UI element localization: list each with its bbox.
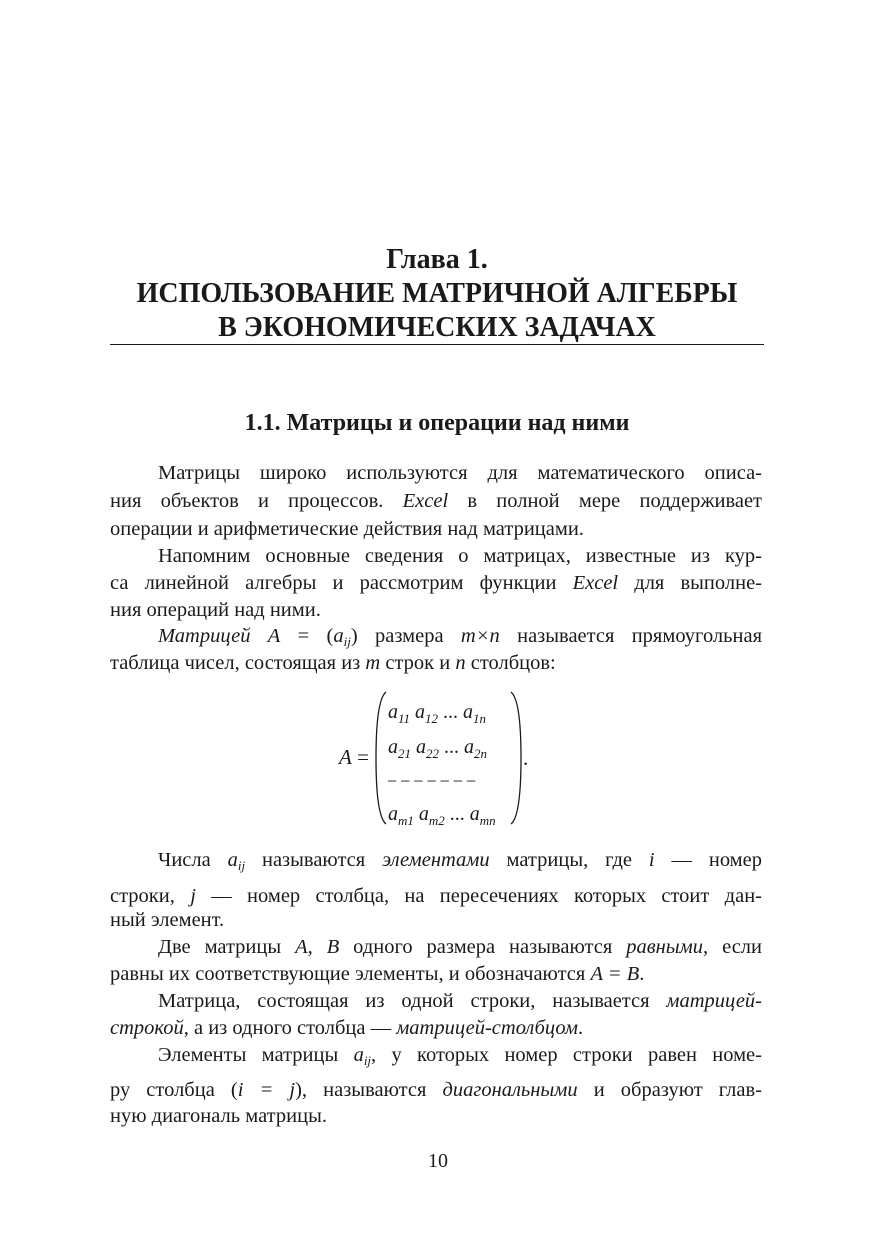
page-number: 10 bbox=[428, 1150, 448, 1172]
matrix-right-bracket bbox=[509, 690, 523, 826]
matrix-row-m: $a_{m1}$ $a_{m2}$ ... $a_{mn}$ bbox=[388, 803, 496, 828]
p6-line-2: строкой, а из одного столбца — матрицей-столбцом. bbox=[110, 1017, 584, 1039]
chapter-heading bbox=[110, 243, 764, 345]
chapter-title-line-1: ИСПОЛЬЗОВАНИЕ МАТРИЧНОЙ АЛГЕБРЫ bbox=[136, 278, 738, 309]
p5-line-1: Две матрицы A, B одного размера называются равными, если bbox=[158, 936, 763, 958]
p7-line-3: ную диагональ матрицы. bbox=[110, 1105, 327, 1127]
matrix-row-1: $a_{11}$ $a_{12}$ ... $a_{1n}$ bbox=[388, 701, 487, 726]
matrix-dash-row: −−−−−−− bbox=[387, 771, 480, 791]
matrix-lhs: A = bbox=[339, 745, 369, 769]
p4-line-1: Числа $a_{ij}$ называются элементами матрицы, где i — номер bbox=[158, 849, 762, 873]
p7-line-2: ру столбца (i = j), называются диагональными и образуют глав- bbox=[110, 1079, 763, 1101]
p3-line-1: Матрицей $A = (a_{ij})$ размера m×n называется прямоугольная bbox=[158, 625, 763, 649]
chapter-rule bbox=[110, 344, 764, 345]
p1-line-3: операции и арифметические действия над матрицами. bbox=[110, 518, 584, 540]
p2-line-1: Напомним основные сведения о матрицах, известные из кур- bbox=[158, 545, 762, 567]
p7-line-1: Элементы матрицы $a_{ij}$, у которых номер строки равен номе- bbox=[158, 1044, 762, 1068]
matrix-row-2: $a_{21}$ $a_{22}$ ... $a_{2n}$ bbox=[388, 736, 487, 761]
p3-line-2: таблица чисел, состоящая из m строк и n столбцов: bbox=[110, 652, 556, 674]
chapter-label: Глава 1. bbox=[386, 244, 488, 275]
p4-line-3: ный элемент. bbox=[110, 909, 225, 931]
p2-line-2: са линейной алгебры и рассмотрим функции Excel для выполне- bbox=[110, 572, 763, 594]
p1-line-2: ния объектов и процессов. Excel в полной мере поддерживает bbox=[110, 490, 763, 512]
chapter-title-line-2: В ЭКОНОМИЧЕСКИХ ЗАДАЧАХ bbox=[218, 312, 656, 343]
p6-line-1: Матрица, состоящая из одной строки, называется матрицей- bbox=[158, 990, 762, 1012]
p1-line-1: Матрицы широко используются для математического описа- bbox=[158, 462, 762, 484]
p2-line-3: ния операций над ними. bbox=[110, 599, 321, 621]
p5-line-2: равны их соответствующие элементы, и обозначаются A = B. bbox=[110, 963, 645, 985]
matrix-period: . bbox=[523, 746, 529, 770]
section-title: 1.1. Матрицы и операции над ними bbox=[244, 410, 630, 436]
matrix-left-bracket bbox=[374, 690, 388, 826]
p4-line-2: строки, j — номер столбца, на пересечениях которых стоит дан- bbox=[110, 885, 762, 907]
